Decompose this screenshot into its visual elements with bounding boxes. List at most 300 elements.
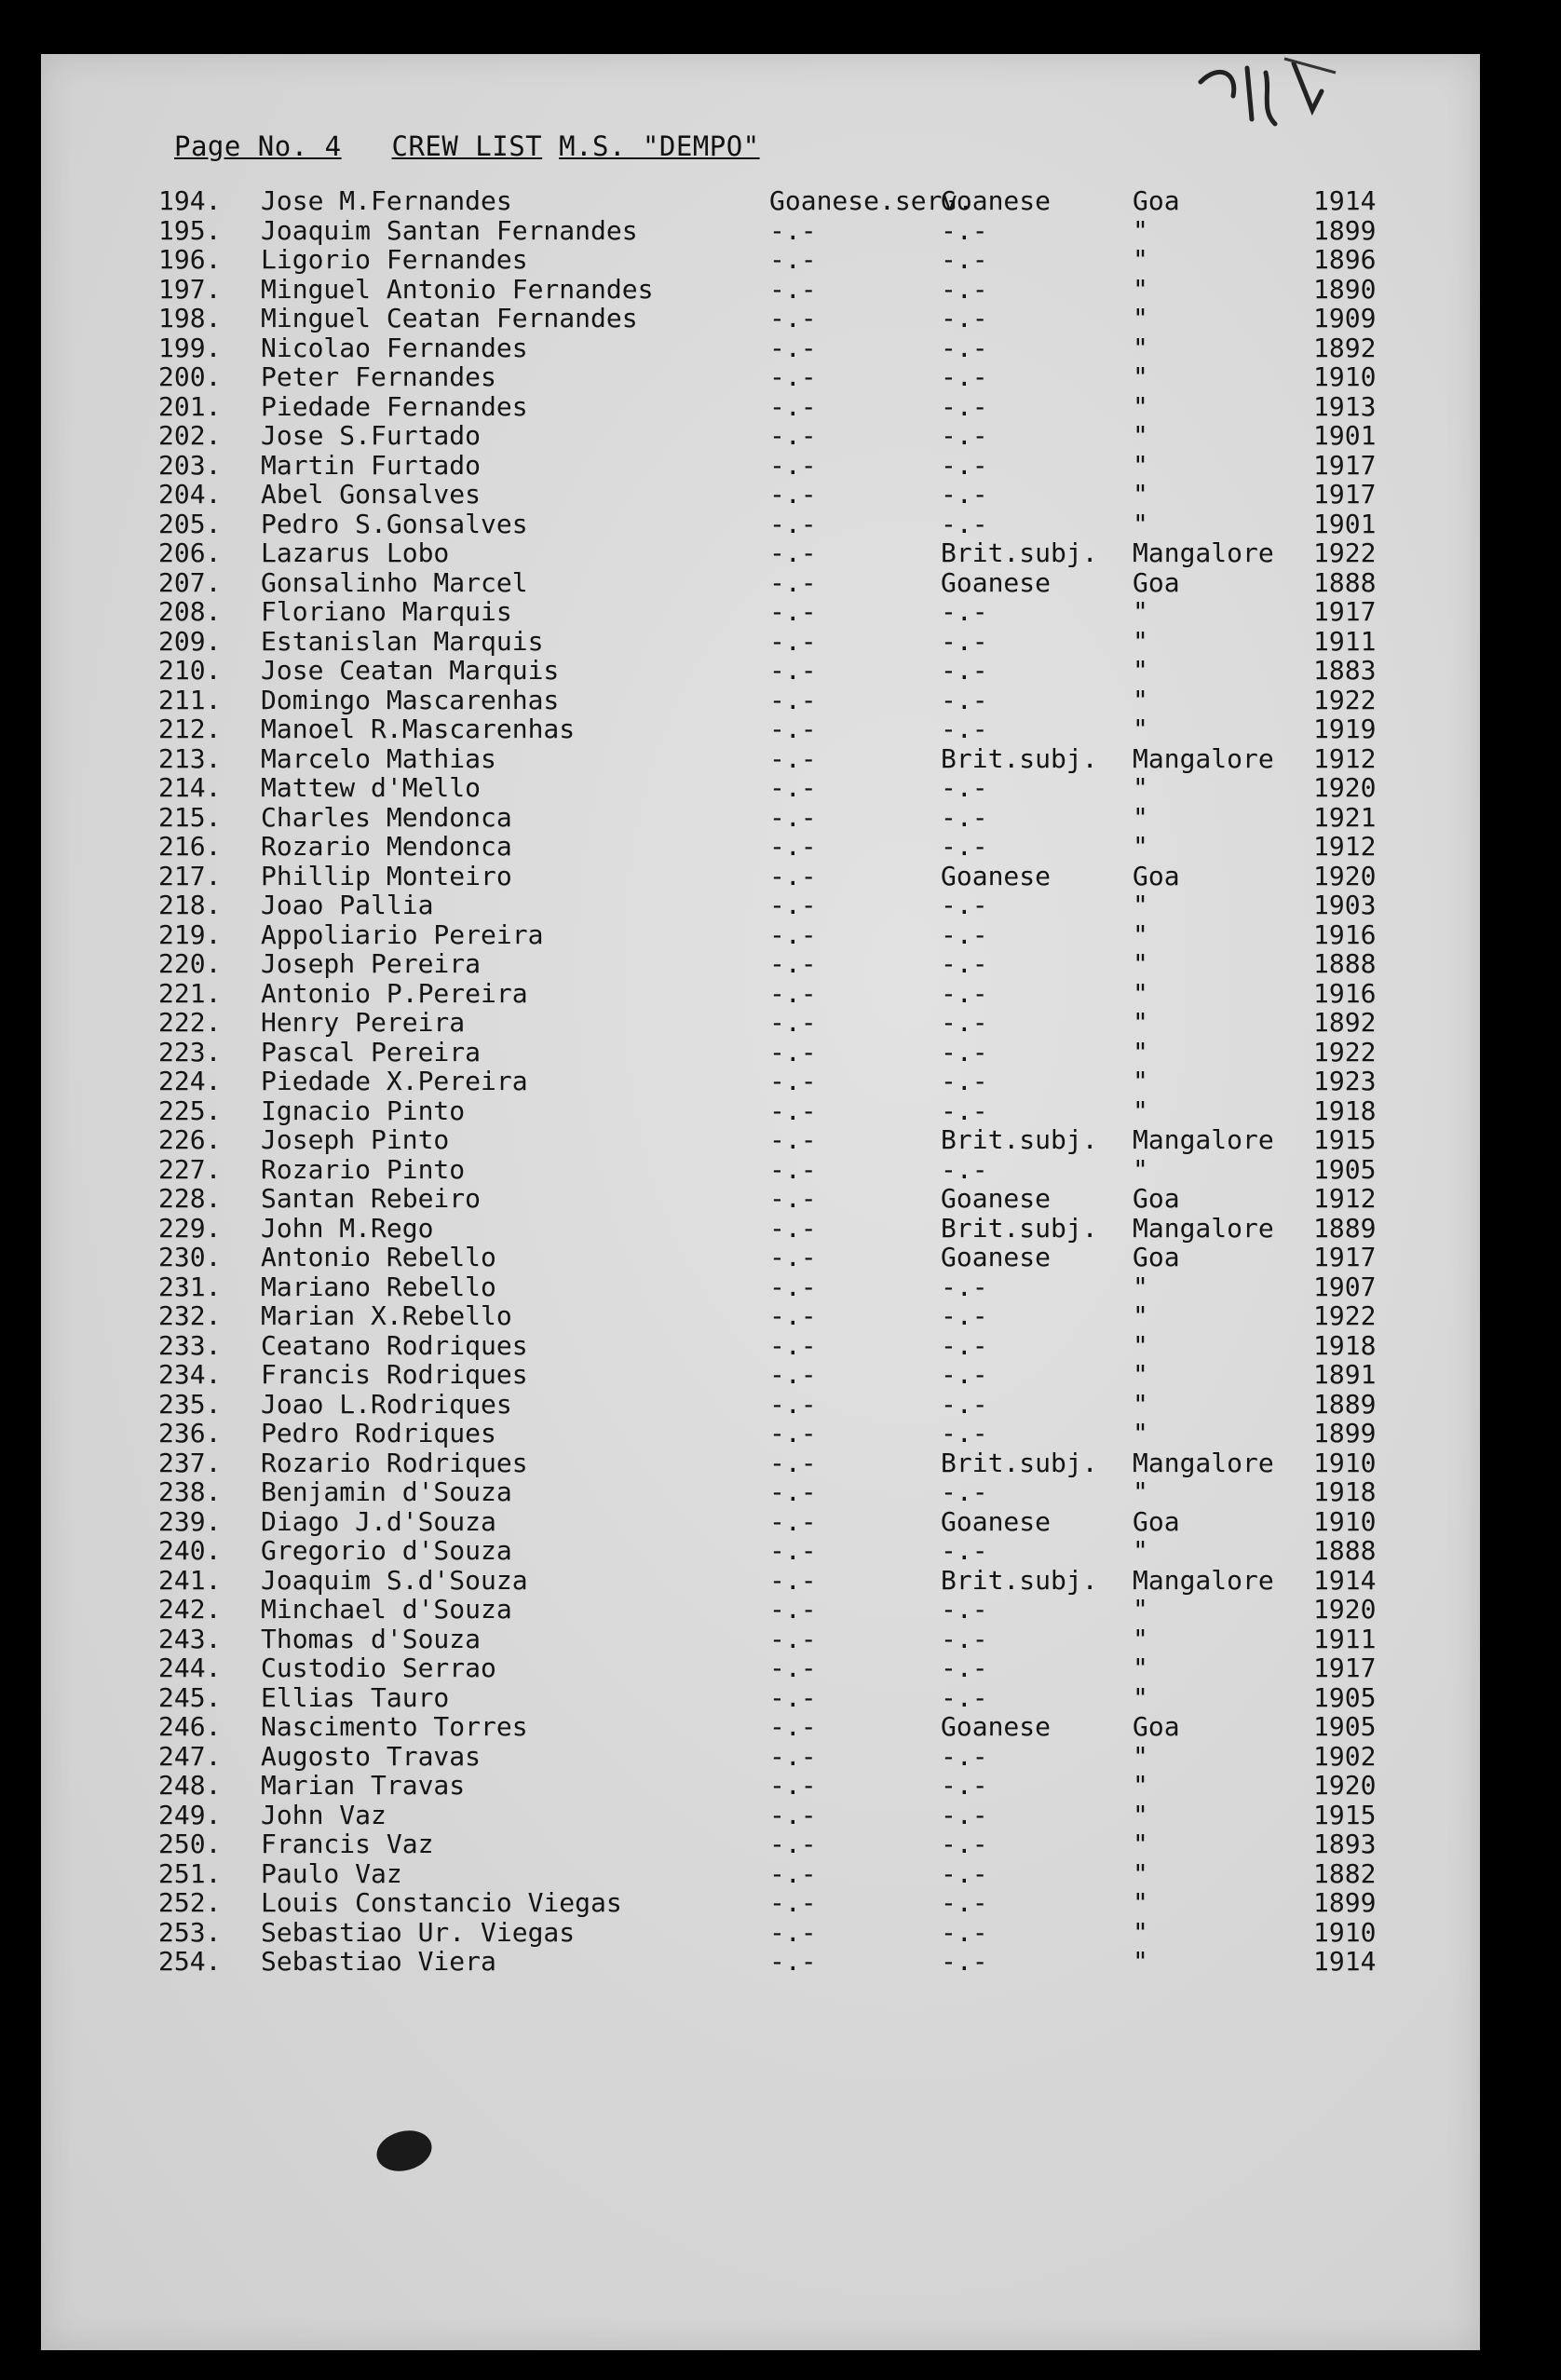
crew-birth-year: 1920: [1313, 1770, 1377, 1801]
crew-row: [41, 1683, 1480, 1713]
crew-nationality: -.-: [941, 1887, 988, 1918]
crew-birthplace: ": [1133, 1036, 1148, 1068]
crew-birth-year: 1907: [1313, 1271, 1377, 1302]
crew-name: Abel Gonsalves: [261, 479, 482, 510]
crew-birth-year: 1917: [1313, 1652, 1377, 1683]
crew-row: [41, 1067, 1480, 1096]
crew-row: [41, 1448, 1480, 1478]
crew-status: -.-: [769, 1799, 817, 1830]
crew-row: [41, 1272, 1480, 1302]
crew-name: Domingo Mascarenhas: [261, 684, 560, 715]
crew-status: -.-: [769, 1652, 817, 1683]
crew-birth-year: 1914: [1313, 185, 1377, 216]
crew-birthplace: ": [1133, 214, 1148, 246]
crew-status: -.-: [769, 1183, 817, 1214]
crew-birthplace: ": [1133, 332, 1148, 363]
crew-birth-year: 1917: [1313, 449, 1377, 481]
crew-birth-year: 1882: [1313, 1857, 1377, 1889]
crew-birth-year: 1914: [1313, 1946, 1377, 1977]
crew-number: 215.: [158, 801, 222, 833]
crew-nationality: -.-: [941, 303, 988, 333]
crew-birth-year: 1922: [1313, 1036, 1377, 1068]
crew-nationality: Brit.subj.: [941, 742, 1098, 774]
crew-name: Rozario Mendonca: [261, 831, 512, 862]
crew-status: -.-: [769, 684, 817, 715]
crew-birthplace: Goa: [1133, 1242, 1180, 1272]
crew-number: 233.: [158, 1329, 222, 1361]
crew-name: Minchael d'Souza: [261, 1594, 512, 1625]
crew-birth-year: 1918: [1313, 1095, 1377, 1126]
crew-birthplace: Goa: [1133, 1711, 1180, 1742]
crew-name: Paulo Vaz: [261, 1857, 402, 1889]
crew-birthplace: ": [1133, 1623, 1148, 1654]
crew-status: -.-: [769, 1036, 817, 1068]
crew-nationality: -.-: [941, 714, 988, 744]
crew-row: [41, 1301, 1480, 1331]
crew-birthplace: ": [1133, 1329, 1148, 1361]
crew-nationality: -.-: [941, 1066, 988, 1096]
crew-status: -.-: [769, 537, 817, 568]
crew-birth-year: 1903: [1313, 890, 1377, 920]
crew-name: Joaquim Santan Fernandes: [261, 214, 638, 246]
crew-status: -.-: [769, 890, 817, 920]
crew-status: -.-: [769, 714, 817, 744]
crew-number: 206.: [158, 537, 222, 568]
crew-number: 230.: [158, 1242, 222, 1272]
crew-birthplace: ": [1133, 1916, 1148, 1948]
crew-number: 202.: [158, 420, 222, 451]
crew-status: -.-: [769, 596, 817, 627]
crew-row: [41, 979, 1480, 1009]
crew-row: [41, 362, 1480, 392]
crew-nationality: -.-: [941, 918, 988, 950]
crew-nationality: -.-: [941, 831, 988, 862]
crew-row: [41, 1008, 1480, 1038]
crew-number: 227.: [158, 1153, 222, 1185]
crew-nationality: Brit.subj.: [941, 1564, 1098, 1596]
crew-name: Santan Rebeiro: [261, 1183, 482, 1214]
crew-birth-year: 1891: [1313, 1359, 1377, 1390]
crew-name: Francis Vaz: [261, 1829, 434, 1859]
crew-status: -.-: [769, 1623, 817, 1654]
crew-nationality: -.-: [941, 977, 988, 1009]
crew-row: [41, 862, 1480, 891]
crew-number: 246.: [158, 1711, 222, 1742]
crew-nationality: -.-: [941, 1946, 988, 1977]
crew-nationality: -.-: [941, 772, 988, 803]
crew-status: -.-: [769, 508, 817, 539]
crew-birthplace: Mangalore: [1133, 1212, 1274, 1244]
crew-birthplace: ": [1133, 890, 1148, 920]
crew-nationality: Goanese: [941, 1505, 1052, 1537]
crew-status: -.-: [769, 332, 817, 363]
crew-number: 244.: [158, 1652, 222, 1683]
crew-status: -.-: [769, 1740, 817, 1772]
crew-number: 248.: [158, 1770, 222, 1801]
crew-birthplace: ": [1133, 449, 1148, 481]
crew-number: 217.: [158, 860, 222, 891]
crew-birthplace: ": [1133, 1066, 1148, 1096]
crew-number: 242.: [158, 1594, 222, 1625]
crew-name: Diago J.d'Souza: [261, 1505, 496, 1537]
crew-nationality: -.-: [941, 1740, 988, 1772]
crew-status: -.-: [769, 1300, 817, 1331]
crew-nationality: -.-: [941, 1007, 988, 1038]
crew-number: 210.: [158, 655, 222, 686]
crew-number: 198.: [158, 303, 222, 333]
crew-status: -.-: [769, 1153, 817, 1185]
crew-number: 245.: [158, 1681, 222, 1713]
crew-number: 219.: [158, 918, 222, 950]
crew-row: [41, 333, 1480, 363]
crew-row: [41, 803, 1480, 833]
crew-name: Nascimento Torres: [261, 1711, 528, 1742]
crew-birth-year: 1899: [1313, 1887, 1377, 1918]
crew-birthplace: ": [1133, 1652, 1148, 1683]
crew-status: -.-: [769, 977, 817, 1009]
crew-name: Pedro Rodriques: [261, 1418, 496, 1448]
crew-birthplace: Mangalore: [1133, 742, 1274, 774]
crew-status: -.-: [769, 1857, 817, 1889]
crew-birthplace: ": [1133, 1740, 1148, 1772]
crew-status: -.-: [769, 1271, 817, 1302]
crew-name: Antonio Rebello: [261, 1242, 496, 1272]
crew-row: [41, 538, 1480, 568]
crew-nationality: -.-: [941, 1388, 988, 1420]
crew-birth-year: 1922: [1313, 537, 1377, 568]
crew-name: Gonsalinho Marcel: [261, 566, 528, 598]
crew-status: -.-: [769, 1476, 817, 1507]
crew-row: [41, 1918, 1480, 1948]
crew-birthplace: ": [1133, 625, 1148, 657]
crew-number: 232.: [158, 1300, 222, 1331]
crew-birth-year: 1912: [1313, 831, 1377, 862]
crew-name: Marcelo Mathias: [261, 742, 496, 774]
crew-status: -.-: [769, 361, 817, 392]
crew-birth-year: 1883: [1313, 655, 1377, 686]
crew-birth-year: 1910: [1313, 1447, 1377, 1478]
crew-row: [41, 1038, 1480, 1068]
crew-row: [41, 1125, 1480, 1155]
crew-row: [41, 1155, 1480, 1185]
crew-row: [41, 1888, 1480, 1918]
crew-birth-year: 1913: [1313, 390, 1377, 422]
crew-number: 200.: [158, 361, 222, 392]
crew-status: -.-: [769, 1887, 817, 1918]
crew-number: 226.: [158, 1124, 222, 1155]
crew-row: [41, 1214, 1480, 1244]
crew-name: John Vaz: [261, 1799, 387, 1830]
crew-row: [41, 920, 1480, 950]
crew-number: 250.: [158, 1829, 222, 1859]
crew-row: [41, 1536, 1480, 1566]
crew-row: [41, 714, 1480, 744]
crew-name: Joao L.Rodriques: [261, 1388, 512, 1420]
crew-birth-year: 1922: [1313, 1300, 1377, 1331]
crew-name: Henry Pereira: [261, 1007, 466, 1038]
crew-nationality: -.-: [941, 390, 988, 422]
crew-status: -.-: [769, 1359, 817, 1390]
crew-name: Joseph Pereira: [261, 948, 482, 979]
crew-name: Estanislan Marquis: [261, 625, 544, 657]
crew-number: 239.: [158, 1505, 222, 1537]
crew-row: [41, 186, 1480, 216]
crew-birth-year: 1922: [1313, 684, 1377, 715]
crew-name: Joao Pallia: [261, 890, 434, 920]
crew-birth-year: 1910: [1313, 1505, 1377, 1537]
crew-birthplace: ": [1133, 1770, 1148, 1801]
crew-status: -.-: [769, 655, 817, 686]
crew-birthplace: Goa: [1133, 1183, 1180, 1214]
crew-number: 243.: [158, 1623, 222, 1654]
crew-status: -.-: [769, 742, 817, 774]
crew-birth-year: 1905: [1313, 1681, 1377, 1713]
crew-nationality: -.-: [941, 508, 988, 539]
crew-name: Jose Ceatan Marquis: [261, 655, 560, 686]
crew-name: Custodio Serrao: [261, 1652, 496, 1683]
crew-name: Francis Rodriques: [261, 1359, 528, 1390]
crew-birthplace: ": [1133, 1388, 1148, 1420]
crew-name: Nicolao Fernandes: [261, 332, 528, 363]
crew-status: -.-: [769, 273, 817, 305]
crew-status: -.-: [769, 860, 817, 891]
crew-nationality: -.-: [941, 332, 988, 363]
crew-name: Martin Furtado: [261, 449, 482, 481]
page-number: Page No. 4: [174, 130, 342, 162]
crew-nationality: -.-: [941, 655, 988, 686]
crew-birthplace: ": [1133, 1300, 1148, 1331]
crew-birth-year: 1919: [1313, 714, 1377, 744]
crew-row: [41, 1653, 1480, 1683]
crew-birth-year: 1899: [1313, 1418, 1377, 1448]
crew-nationality: -.-: [941, 1681, 988, 1713]
crew-nationality: -.-: [941, 420, 988, 451]
crew-number: 236.: [158, 1418, 222, 1448]
crew-status: -.-: [769, 1095, 817, 1126]
crew-birthplace: ": [1133, 361, 1148, 392]
crew-status: -.-: [769, 1066, 817, 1096]
crew-name: Ligorio Fernandes: [261, 244, 528, 275]
crew-birthplace: ": [1133, 1799, 1148, 1830]
crew-nationality: -.-: [941, 1857, 988, 1889]
crew-status: -.-: [769, 948, 817, 979]
crew-birth-year: 1901: [1313, 508, 1377, 539]
crew-nationality: -.-: [941, 1359, 988, 1390]
document-page: [41, 54, 1480, 2350]
crew-name: Rozario Pinto: [261, 1153, 466, 1185]
crew-number: 218.: [158, 890, 222, 920]
crew-row: [41, 480, 1480, 510]
crew-name: Pedro S.Gonsalves: [261, 508, 528, 539]
crew-name: Mariano Rebello: [261, 1271, 496, 1302]
ink-smudge: [373, 2125, 437, 2177]
crew-nationality: -.-: [941, 214, 988, 246]
crew-number: 222.: [158, 1007, 222, 1038]
crew-birth-year: 1915: [1313, 1124, 1377, 1155]
crew-status: -.-: [769, 1829, 817, 1859]
crew-number: 254.: [158, 1946, 222, 1977]
crew-name: Jose S.Furtado: [261, 420, 482, 451]
crew-number: 207.: [158, 566, 222, 598]
crew-name: Pascal Pereira: [261, 1036, 482, 1068]
crew-row: [41, 1096, 1480, 1126]
crew-number: 196.: [158, 244, 222, 275]
crew-birth-year: 1911: [1313, 1623, 1377, 1654]
crew-number: 205.: [158, 508, 222, 539]
crew-row: [41, 1712, 1480, 1742]
crew-birthplace: ": [1133, 801, 1148, 833]
crew-birth-year: 1912: [1313, 1183, 1377, 1214]
crew-status: -.-: [769, 1770, 817, 1801]
crew-status: -.-: [769, 831, 817, 862]
crew-row: [41, 568, 1480, 598]
crew-name: Minguel Antonio Fernandes: [261, 273, 654, 305]
crew-number: 235.: [158, 1388, 222, 1420]
crew-birthplace: ": [1133, 1681, 1148, 1713]
crew-number: 221.: [158, 977, 222, 1009]
crew-nationality: -.-: [941, 244, 988, 275]
crew-birth-year: 1888: [1313, 1535, 1377, 1566]
crew-birth-year: 1915: [1313, 1799, 1377, 1830]
crew-row: [41, 1360, 1480, 1390]
crew-name: Sebastiao Viera: [261, 1946, 496, 1977]
crew-birth-year: 1910: [1313, 361, 1377, 392]
crew-birthplace: ": [1133, 831, 1148, 862]
crew-nationality: -.-: [941, 1095, 988, 1126]
crew-number: 229.: [158, 1212, 222, 1244]
crew-status: -.-: [769, 1242, 817, 1272]
crew-row: [41, 421, 1480, 451]
crew-birthplace: ": [1133, 303, 1148, 333]
crew-number: 224.: [158, 1066, 222, 1096]
crew-status: -.-: [769, 1505, 817, 1537]
crew-number: 211.: [158, 684, 222, 715]
crew-nationality: -.-: [941, 1829, 988, 1859]
crew-birthplace: ": [1133, 684, 1148, 715]
crew-name: Minguel Ceatan Fernandes: [261, 303, 638, 333]
crew-birth-year: 1914: [1313, 1564, 1377, 1596]
crew-birth-year: 1910: [1313, 1916, 1377, 1948]
crew-birthplace: Mangalore: [1133, 537, 1274, 568]
crew-status: -.-: [769, 449, 817, 481]
crew-birth-year: 1901: [1313, 420, 1377, 451]
crew-number: 209.: [158, 625, 222, 657]
crew-birth-year: 1918: [1313, 1476, 1377, 1507]
crew-status: -.-: [769, 918, 817, 950]
crew-nationality: Goanese: [941, 1242, 1052, 1272]
crew-number: 252.: [158, 1887, 222, 1918]
crew-row: [41, 1947, 1480, 1977]
crew-birth-year: 1923: [1313, 1066, 1377, 1096]
crew-birthplace: ": [1133, 1946, 1148, 1977]
crew-birth-year: 1918: [1313, 1329, 1377, 1361]
crew-nationality: -.-: [941, 801, 988, 833]
crew-name: Floriano Marquis: [261, 596, 512, 627]
crew-nationality: -.-: [941, 1476, 988, 1507]
crew-status: -.-: [769, 801, 817, 833]
crew-name: Charles Mendonca: [261, 801, 512, 833]
crew-nationality: -.-: [941, 1271, 988, 1302]
crew-name: Appoliario Pereira: [261, 918, 544, 950]
crew-birth-year: 1905: [1313, 1711, 1377, 1742]
crew-birth-year: 1920: [1313, 1594, 1377, 1625]
crew-name: Rozario Rodriques: [261, 1447, 528, 1478]
crew-status: -.-: [769, 772, 817, 803]
crew-row: [41, 891, 1480, 920]
crew-nationality: -.-: [941, 361, 988, 392]
crew-birth-year: 1917: [1313, 1242, 1377, 1272]
crew-name: Piedade Fernandes: [261, 390, 528, 422]
crew-nationality: -.-: [941, 1300, 988, 1331]
crew-number: 195.: [158, 214, 222, 246]
crew-name: John M.Rego: [261, 1212, 434, 1244]
crew-nationality: Goanese: [941, 1183, 1052, 1214]
crew-name: Marian Travas: [261, 1770, 466, 1801]
crew-birth-year: 1890: [1313, 273, 1377, 305]
crew-number: 237.: [158, 1447, 222, 1478]
crew-row: [41, 304, 1480, 333]
crew-row: [41, 1771, 1480, 1801]
crew-name: Sebastiao Ur. Viegas: [261, 1916, 576, 1948]
crew-birth-year: 1889: [1313, 1388, 1377, 1420]
crew-birthplace: ": [1133, 1594, 1148, 1625]
crew-nationality: -.-: [941, 1770, 988, 1801]
crew-nationality: Brit.subj.: [941, 537, 1098, 568]
crew-name: Louis Constancio Viegas: [261, 1887, 622, 1918]
crew-status: -.-: [769, 1946, 817, 1977]
crew-birthplace: ": [1133, 244, 1148, 275]
crew-nationality: Goanese: [941, 185, 1052, 216]
crew-status: -.-: [769, 479, 817, 510]
crew-name: Joseph Pinto: [261, 1124, 450, 1155]
crew-number: 213.: [158, 742, 222, 774]
crew-birth-year: 1889: [1313, 1212, 1377, 1244]
crew-status: -.-: [769, 566, 817, 598]
crew-birthplace: ": [1133, 273, 1148, 305]
crew-row: [41, 1625, 1480, 1654]
crew-status: -.-: [769, 1535, 817, 1566]
crew-birthplace: ": [1133, 918, 1148, 950]
crew-number: 253.: [158, 1916, 222, 1948]
crew-status: -.-: [769, 1681, 817, 1713]
crew-number: 214.: [158, 772, 222, 803]
crew-birthplace: ": [1133, 420, 1148, 451]
crew-row: [41, 245, 1480, 275]
crew-number: 197.: [158, 273, 222, 305]
crew-row: [41, 686, 1480, 715]
crew-nationality: -.-: [941, 449, 988, 481]
crew-name: Ignacio Pinto: [261, 1095, 466, 1126]
crew-nationality: Brit.subj.: [941, 1447, 1098, 1478]
crew-birth-year: 1896: [1313, 244, 1377, 275]
crew-birth-year: 1916: [1313, 918, 1377, 950]
crew-name: Thomas d'Souza: [261, 1623, 482, 1654]
crew-row: [41, 949, 1480, 979]
crew-nationality: Brit.subj.: [941, 1212, 1098, 1244]
crew-birth-year: 1917: [1313, 596, 1377, 627]
crew-status: -.-: [769, 1388, 817, 1420]
crew-birth-year: 1888: [1313, 566, 1377, 598]
crew-status: -.-: [769, 214, 817, 246]
crew-row: [41, 1801, 1480, 1830]
crew-nationality: -.-: [941, 1916, 988, 1948]
crew-birthplace: ": [1133, 390, 1148, 422]
crew-birth-year: 1899: [1313, 214, 1377, 246]
crew-birthplace: ": [1133, 1271, 1148, 1302]
crew-row: [41, 1566, 1480, 1596]
crew-nationality: -.-: [941, 1594, 988, 1625]
crew-birth-year: 1892: [1313, 1007, 1377, 1038]
